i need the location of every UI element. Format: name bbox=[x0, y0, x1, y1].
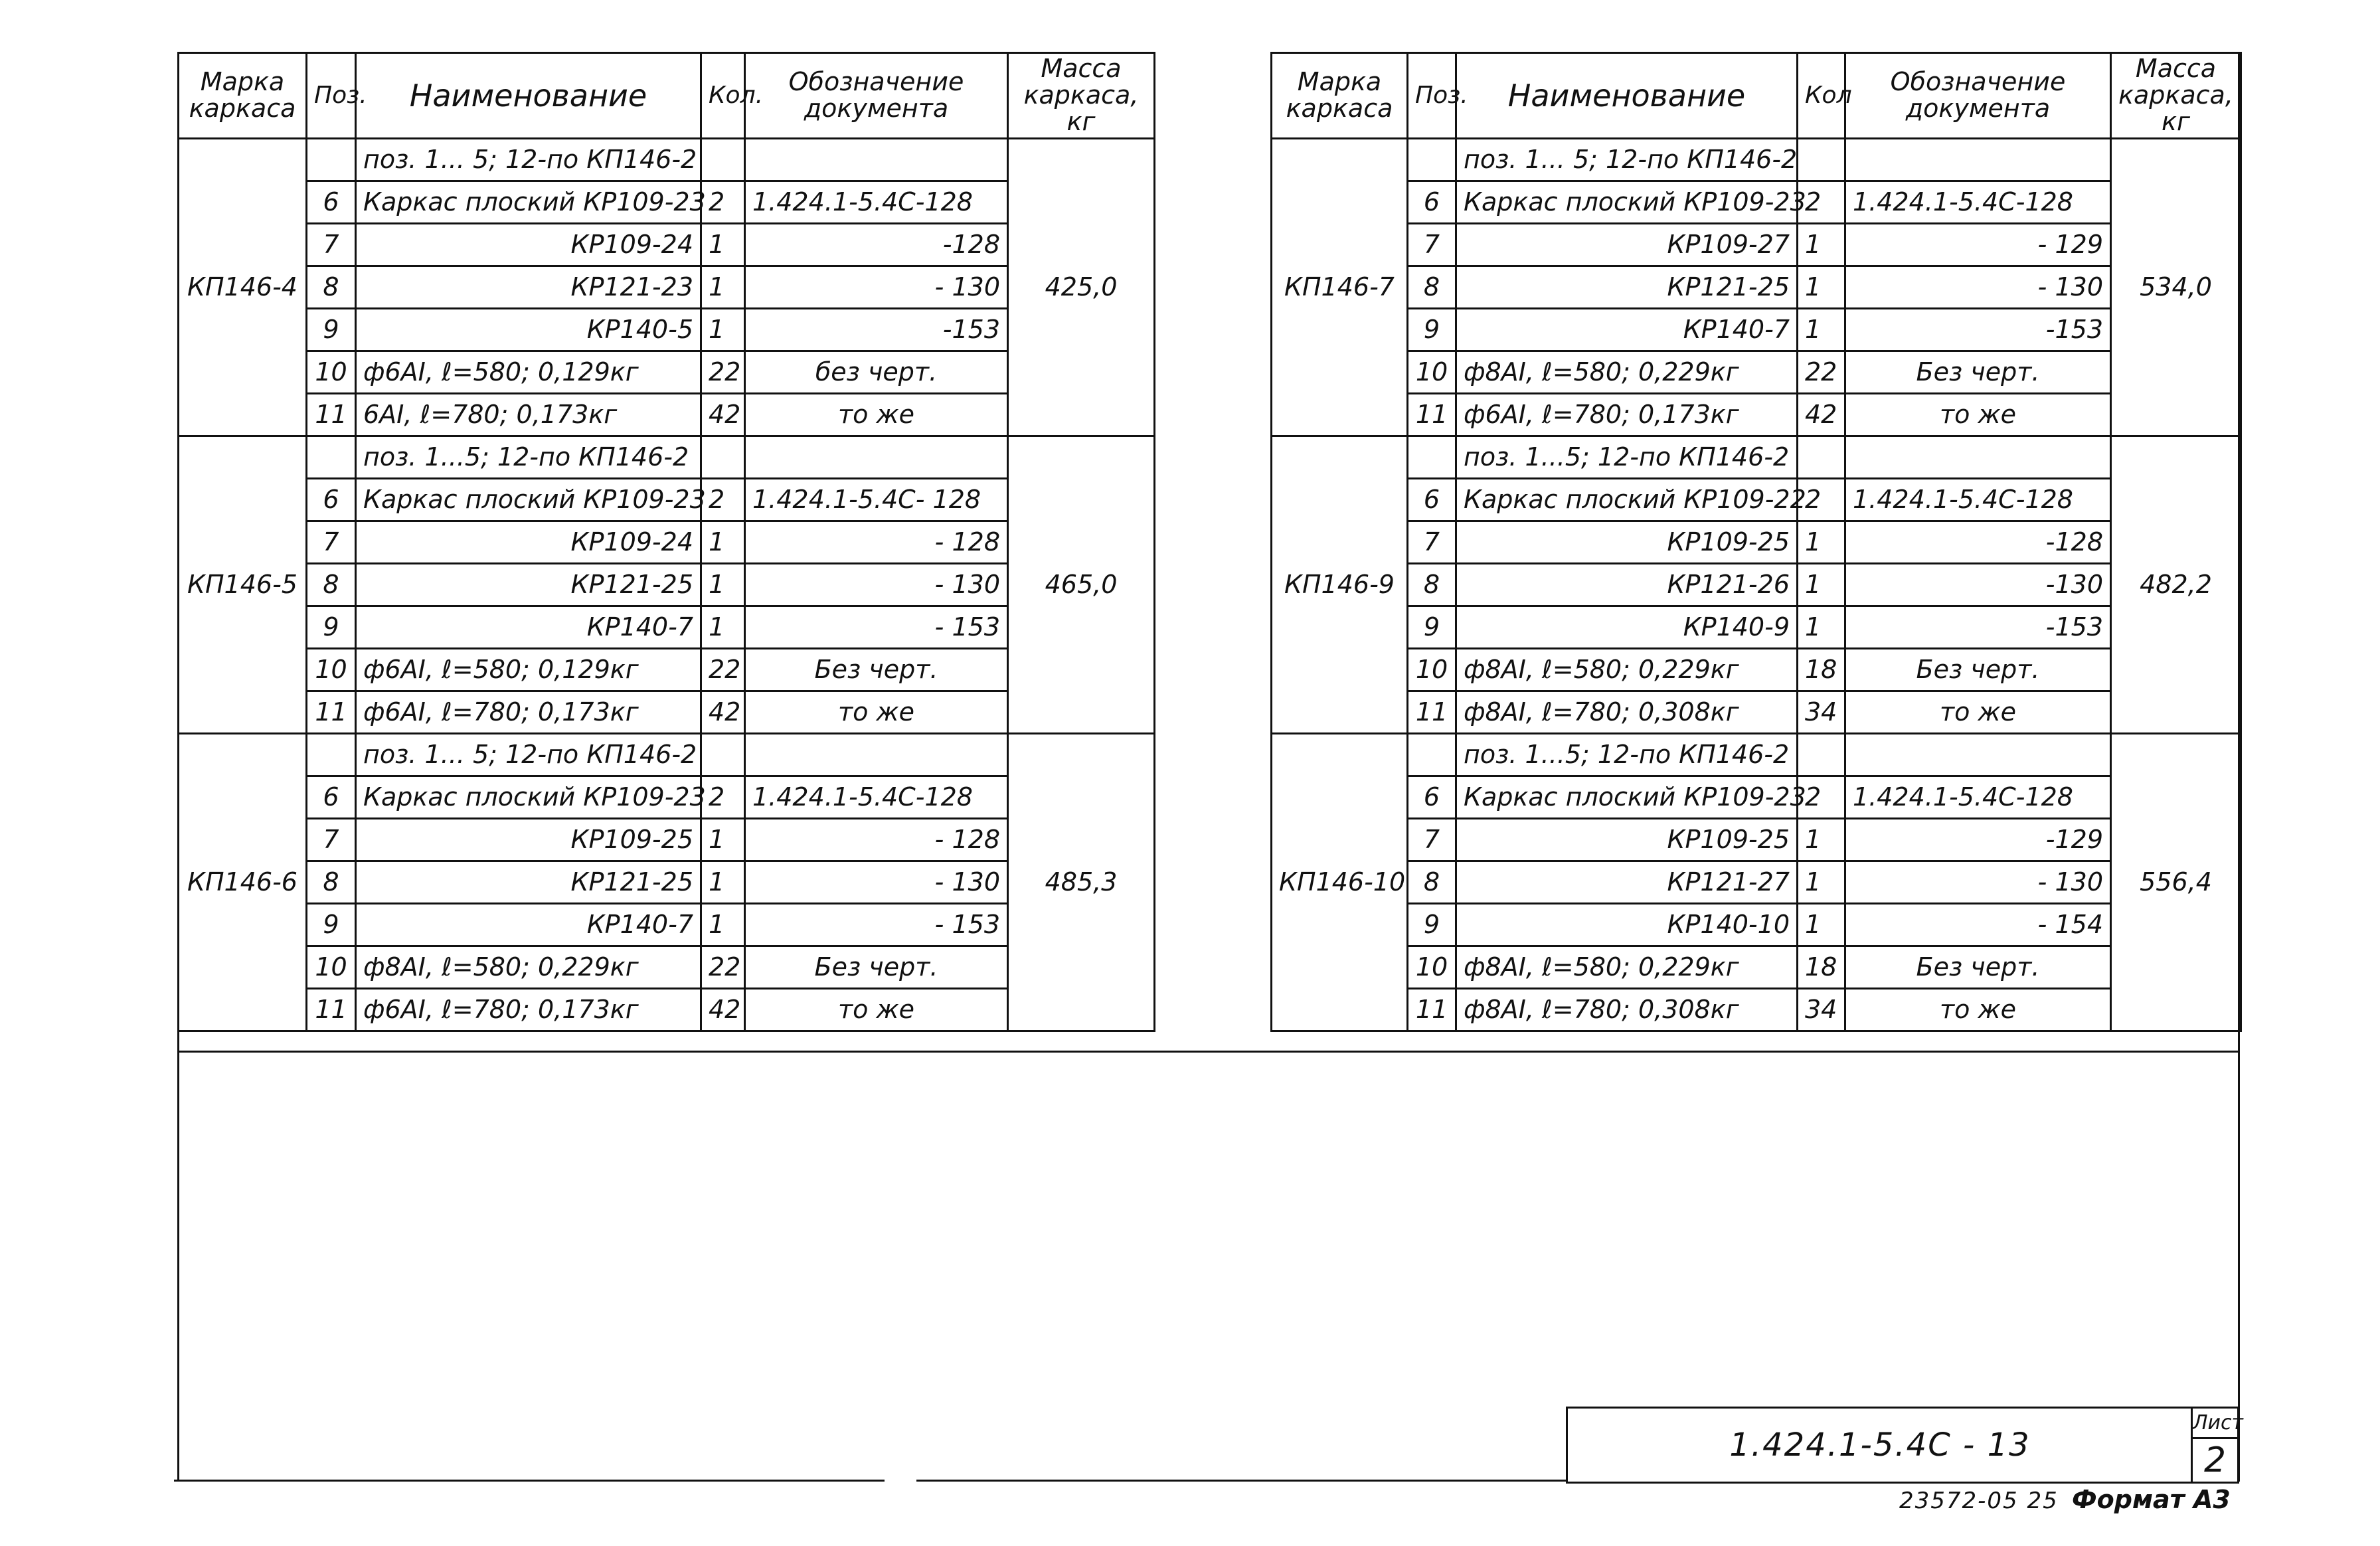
document-cell: -128 bbox=[745, 224, 1008, 266]
header-mark: Марка каркаса bbox=[1272, 53, 1408, 139]
document-cell: -153 bbox=[1845, 309, 2111, 351]
name-cell: Каркас плоский КР109-23 bbox=[356, 181, 701, 224]
frame-mass-cell: 482,2 bbox=[2111, 436, 2241, 734]
document-cell: Без черт. bbox=[745, 649, 1008, 691]
position-cell: 9 bbox=[1408, 904, 1456, 946]
header-mark: Марка каркаса bbox=[179, 53, 307, 139]
quantity-cell: 22 bbox=[701, 649, 745, 691]
position-cell: 9 bbox=[307, 904, 356, 946]
document-cell bbox=[745, 139, 1008, 181]
document-cell: -129 bbox=[1845, 819, 2111, 861]
frame-mass-cell: 556,4 bbox=[2111, 734, 2241, 1031]
document-cell: - 153 bbox=[745, 904, 1008, 946]
quantity-cell: 1 bbox=[1798, 309, 1845, 351]
document-cell: - 130 bbox=[1845, 861, 2111, 904]
table-row bbox=[1272, 351, 2241, 394]
frame-mark-cell: КП146-10 bbox=[1272, 734, 1408, 1031]
document-cell: то же bbox=[1845, 394, 2111, 436]
quantity-cell: 1 bbox=[1798, 266, 1845, 309]
header-name: Наименование bbox=[1456, 53, 1798, 139]
table-row bbox=[1272, 564, 2241, 606]
quantity-cell: 18 bbox=[1798, 649, 1845, 691]
name-cell: Каркас плоский КР109-23 bbox=[1456, 181, 1798, 224]
table-row bbox=[1272, 436, 2241, 479]
document-cell: то же bbox=[745, 691, 1008, 734]
position-cell: 6 bbox=[1408, 479, 1456, 521]
position-cell: 7 bbox=[307, 224, 356, 266]
specification-table-right bbox=[1270, 52, 2242, 1032]
quantity-cell: 42 bbox=[701, 989, 745, 1031]
frame-mark-cell: КП146-6 bbox=[179, 734, 307, 1031]
position-cell: 6 bbox=[307, 181, 356, 224]
document-cell: 1.424.1-5.4С-128 bbox=[1845, 479, 2111, 521]
header-qty: Кол bbox=[1798, 53, 1845, 139]
quantity-cell: 1 bbox=[1798, 904, 1845, 946]
name-cell: поз. 1...5; 12-по КП146-2 bbox=[1456, 734, 1798, 776]
document-cell: Без черт. bbox=[745, 946, 1008, 989]
document-cell: Без черт. bbox=[1845, 946, 2111, 989]
position-cell: 11 bbox=[307, 394, 356, 436]
document-cell: - 154 bbox=[1845, 904, 2111, 946]
document-cell: то же bbox=[745, 989, 1008, 1031]
frame-mass-cell: 534,0 bbox=[2111, 139, 2241, 436]
name-cell: ф8АI, ℓ=580; 0,229кг bbox=[1456, 351, 1798, 394]
document-cell: -128 bbox=[1845, 521, 2111, 564]
quantity-cell: 1 bbox=[701, 904, 745, 946]
name-cell: КР140-10 bbox=[1456, 904, 1798, 946]
quantity-cell: 1 bbox=[1798, 521, 1845, 564]
document-cell: без черт. bbox=[745, 351, 1008, 394]
quantity-cell bbox=[701, 436, 745, 479]
frame-middle-line bbox=[177, 1051, 2240, 1053]
header-pos: Поз. bbox=[307, 53, 356, 139]
header-mass: Масса каркаса, кг bbox=[2111, 53, 2241, 139]
frame-mass-cell: 465,0 bbox=[1008, 436, 1155, 734]
header-doc: Обозначение документа bbox=[1845, 53, 2111, 139]
quantity-cell: 1 bbox=[701, 861, 745, 904]
name-cell: Каркас плоский КР109-22 bbox=[1456, 479, 1798, 521]
position-cell: 9 bbox=[307, 606, 356, 649]
position-cell: 8 bbox=[1408, 861, 1456, 904]
inventory-number: 23572-05 25 bbox=[1899, 1488, 2059, 1514]
position-cell: 7 bbox=[307, 521, 356, 564]
frame-mass-cell: 485,3 bbox=[1008, 734, 1155, 1031]
quantity-cell bbox=[1798, 436, 1845, 479]
header-pos: Поз. bbox=[1408, 53, 1456, 139]
quantity-cell: 18 bbox=[1798, 946, 1845, 989]
name-cell: КР109-24 bbox=[356, 224, 701, 266]
position-cell: 11 bbox=[1408, 989, 1456, 1031]
document-code: 1.424.1-5.4С - 13 bbox=[1729, 1426, 2031, 1464]
quantity-cell: 1 bbox=[1798, 861, 1845, 904]
header-doc: Обозначение документа bbox=[745, 53, 1008, 139]
title-block bbox=[1566, 1407, 2244, 1484]
table-row bbox=[1272, 479, 2241, 521]
position-cell: 10 bbox=[1408, 649, 1456, 691]
table-row bbox=[1272, 394, 2241, 436]
document-cell: 1.424.1-5.4С-128 bbox=[745, 776, 1008, 819]
quantity-cell bbox=[1798, 139, 1845, 181]
name-cell: поз. 1... 5; 12-по КП146-2 bbox=[1456, 139, 1798, 181]
name-cell: поз. 1...5; 12-по КП146-2 bbox=[356, 436, 701, 479]
quantity-cell: 42 bbox=[701, 394, 745, 436]
name-cell: КР140-7 bbox=[356, 606, 701, 649]
table-row bbox=[179, 436, 1155, 479]
position-cell bbox=[1408, 734, 1456, 776]
position-cell: 7 bbox=[1408, 521, 1456, 564]
name-cell: поз. 1...5; 12-по КП146-2 bbox=[1456, 436, 1798, 479]
position-cell: 9 bbox=[307, 309, 356, 351]
name-cell: Каркас плоский КР109-23 bbox=[356, 776, 701, 819]
quantity-cell: 1 bbox=[701, 564, 745, 606]
table-row bbox=[1272, 904, 2241, 946]
frame-mark-cell: КП146-9 bbox=[1272, 436, 1408, 734]
document-cell: Без черт. bbox=[1845, 649, 2111, 691]
frame-mark-cell: КП146-7 bbox=[1272, 139, 1408, 436]
quantity-cell: 2 bbox=[1798, 776, 1845, 819]
table-row bbox=[1272, 606, 2241, 649]
table-row bbox=[179, 139, 1155, 181]
quantity-cell: 1 bbox=[1798, 224, 1845, 266]
document-cell bbox=[1845, 436, 2111, 479]
specification-table-left bbox=[177, 52, 1155, 1032]
document-cell bbox=[745, 734, 1008, 776]
table-row bbox=[1272, 734, 2241, 776]
position-cell: 6 bbox=[307, 776, 356, 819]
position-cell: 11 bbox=[307, 989, 356, 1031]
header-mass: Масса каркаса, кг bbox=[1008, 53, 1155, 139]
name-cell: КР140-7 bbox=[1456, 309, 1798, 351]
quantity-cell: 1 bbox=[701, 819, 745, 861]
quantity-cell: 1 bbox=[1798, 606, 1845, 649]
header-row bbox=[1272, 53, 2241, 139]
table-row bbox=[1272, 224, 2241, 266]
name-cell: КР121-26 bbox=[1456, 564, 1798, 606]
name-cell: КР121-25 bbox=[356, 564, 701, 606]
name-cell: ф6АI, ℓ=780; 0,173кг bbox=[356, 989, 701, 1031]
quantity-cell: 1 bbox=[1798, 819, 1845, 861]
name-cell: КР109-25 bbox=[356, 819, 701, 861]
position-cell bbox=[1408, 139, 1456, 181]
quantity-cell: 2 bbox=[701, 479, 745, 521]
header-qty: Кол. bbox=[701, 53, 745, 139]
position-cell: 11 bbox=[1408, 394, 1456, 436]
quantity-cell: 22 bbox=[701, 946, 745, 989]
document-cell: то же bbox=[1845, 691, 2111, 734]
position-cell: 7 bbox=[1408, 819, 1456, 861]
position-cell: 11 bbox=[1408, 691, 1456, 734]
name-cell: КР140-7 bbox=[356, 904, 701, 946]
table-row bbox=[1272, 989, 2241, 1031]
position-cell bbox=[307, 436, 356, 479]
document-cell: -153 bbox=[745, 309, 1008, 351]
table-row bbox=[1272, 309, 2241, 351]
document-cell: - 130 bbox=[745, 861, 1008, 904]
table-row bbox=[1272, 649, 2241, 691]
quantity-cell: 42 bbox=[701, 691, 745, 734]
table-row bbox=[1272, 819, 2241, 861]
position-cell: 10 bbox=[1408, 946, 1456, 989]
name-cell: КР121-25 bbox=[1456, 266, 1798, 309]
document-cell: 1.424.1-5.4С-128 bbox=[745, 181, 1008, 224]
name-cell: КР109-24 bbox=[356, 521, 701, 564]
name-cell: ф8АI, ℓ=780; 0,308кг bbox=[1456, 989, 1798, 1031]
frame-mass-cell: 425,0 bbox=[1008, 139, 1155, 436]
table-row bbox=[1272, 521, 2241, 564]
position-cell: 10 bbox=[1408, 351, 1456, 394]
quantity-cell: 2 bbox=[1798, 479, 1845, 521]
position-cell: 6 bbox=[307, 479, 356, 521]
quantity-cell: 1 bbox=[701, 606, 745, 649]
table-row bbox=[1272, 861, 2241, 904]
position-cell: 7 bbox=[1408, 224, 1456, 266]
name-cell: КР121-27 bbox=[1456, 861, 1798, 904]
sheet-number: 2 bbox=[2203, 1440, 2227, 1480]
header-row bbox=[179, 53, 1155, 139]
position-cell: 6 bbox=[1408, 776, 1456, 819]
quantity-cell: 2 bbox=[701, 181, 745, 224]
sheet-label: Лист bbox=[2193, 1409, 2237, 1439]
name-cell: 6АI, ℓ=780; 0,173кг bbox=[356, 394, 701, 436]
quantity-cell bbox=[701, 139, 745, 181]
header-name: Наименование bbox=[356, 53, 701, 139]
document-cell: - 130 bbox=[745, 266, 1008, 309]
quantity-cell bbox=[701, 734, 745, 776]
quantity-cell: 22 bbox=[701, 351, 745, 394]
table-row bbox=[1272, 946, 2241, 989]
frame-mark-cell: КП146-5 bbox=[179, 436, 307, 734]
name-cell: КР109-27 bbox=[1456, 224, 1798, 266]
name-cell: ф6АI, ℓ=580; 0,129кг bbox=[356, 649, 701, 691]
quantity-cell: 1 bbox=[701, 521, 745, 564]
name-cell: КР109-25 bbox=[1456, 819, 1798, 861]
quantity-cell: 2 bbox=[701, 776, 745, 819]
table-row bbox=[179, 734, 1155, 776]
position-cell: 8 bbox=[307, 266, 356, 309]
position-cell: 6 bbox=[1408, 181, 1456, 224]
position-cell bbox=[1408, 436, 1456, 479]
quantity-cell: 34 bbox=[1798, 691, 1845, 734]
quantity-cell: 1 bbox=[701, 309, 745, 351]
sheet-cell bbox=[2191, 1409, 2244, 1482]
position-cell: 8 bbox=[307, 861, 356, 904]
position-cell bbox=[307, 139, 356, 181]
document-cell: 1.424.1-5.4С-128 bbox=[1845, 181, 2111, 224]
table-row bbox=[1272, 776, 2241, 819]
document-cell: то же bbox=[1845, 989, 2111, 1031]
name-cell: ф8АI, ℓ=580; 0,229кг bbox=[1456, 946, 1798, 989]
position-cell: 8 bbox=[1408, 564, 1456, 606]
quantity-cell: 1 bbox=[1798, 564, 1845, 606]
table-row bbox=[1272, 181, 2241, 224]
name-cell: КР121-25 bbox=[356, 861, 701, 904]
document-cell bbox=[1845, 139, 2111, 181]
position-cell bbox=[307, 734, 356, 776]
name-cell: КР140-9 bbox=[1456, 606, 1798, 649]
document-cell: 1.424.1-5.4С- 128 bbox=[745, 479, 1008, 521]
quantity-cell: 1 bbox=[701, 224, 745, 266]
document-cell: - 128 bbox=[745, 521, 1008, 564]
name-cell: ф8АI, ℓ=580; 0,229кг bbox=[356, 946, 701, 989]
table-row bbox=[1272, 691, 2241, 734]
name-cell: поз. 1... 5; 12-по КП146-2 bbox=[356, 139, 701, 181]
quantity-cell: 2 bbox=[1798, 181, 1845, 224]
position-cell: 10 bbox=[307, 649, 356, 691]
quantity-cell: 22 bbox=[1798, 351, 1845, 394]
document-cell: - 129 bbox=[1845, 224, 2111, 266]
name-cell: ф6АI, ℓ=780; 0,173кг bbox=[1456, 394, 1798, 436]
position-cell: 9 bbox=[1408, 309, 1456, 351]
name-cell: Каркас плоский КР109-23 bbox=[356, 479, 701, 521]
name-cell: ф8АI, ℓ=780; 0,308кг bbox=[1456, 691, 1798, 734]
document-cell: -153 bbox=[1845, 606, 2111, 649]
frame-bottom-line-left bbox=[174, 1480, 885, 1482]
quantity-cell: 1 bbox=[701, 266, 745, 309]
name-cell: ф8АI, ℓ=580; 0,229кг bbox=[1456, 649, 1798, 691]
quantity-cell: 34 bbox=[1798, 989, 1845, 1031]
document-cell: -130 bbox=[1845, 564, 2111, 606]
document-cell: 1.424.1-5.4С-128 bbox=[1845, 776, 2111, 819]
document-cell: - 130 bbox=[1845, 266, 2111, 309]
name-cell: ф6АI, ℓ=780; 0,173кг bbox=[356, 691, 701, 734]
document-cell bbox=[1845, 734, 2111, 776]
quantity-cell bbox=[1798, 734, 1845, 776]
name-cell: поз. 1... 5; 12-по КП146-2 bbox=[356, 734, 701, 776]
format-label: Формат А3 bbox=[2072, 1485, 2231, 1514]
position-cell: 8 bbox=[1408, 266, 1456, 309]
position-cell: 10 bbox=[307, 351, 356, 394]
table-row bbox=[1272, 139, 2241, 181]
document-cell bbox=[745, 436, 1008, 479]
name-cell: КР140-5 bbox=[356, 309, 701, 351]
position-cell: 7 bbox=[307, 819, 356, 861]
position-cell: 10 bbox=[307, 946, 356, 989]
position-cell: 8 bbox=[307, 564, 356, 606]
table-row bbox=[1272, 266, 2241, 309]
document-cell: Без черт. bbox=[1845, 351, 2111, 394]
position-cell: 11 bbox=[307, 691, 356, 734]
position-cell: 9 bbox=[1408, 606, 1456, 649]
frame-mark-cell: КП146-4 bbox=[179, 139, 307, 436]
name-cell: Каркас плоский КР109-23 bbox=[1456, 776, 1798, 819]
document-cell: - 130 bbox=[745, 564, 1008, 606]
document-cell: - 153 bbox=[745, 606, 1008, 649]
document-cell: то же bbox=[745, 394, 1008, 436]
quantity-cell: 42 bbox=[1798, 394, 1845, 436]
name-cell: КР121-23 bbox=[356, 266, 701, 309]
name-cell: ф6АI, ℓ=580; 0,129кг bbox=[356, 351, 701, 394]
name-cell: КР109-25 bbox=[1456, 521, 1798, 564]
document-cell: - 128 bbox=[745, 819, 1008, 861]
